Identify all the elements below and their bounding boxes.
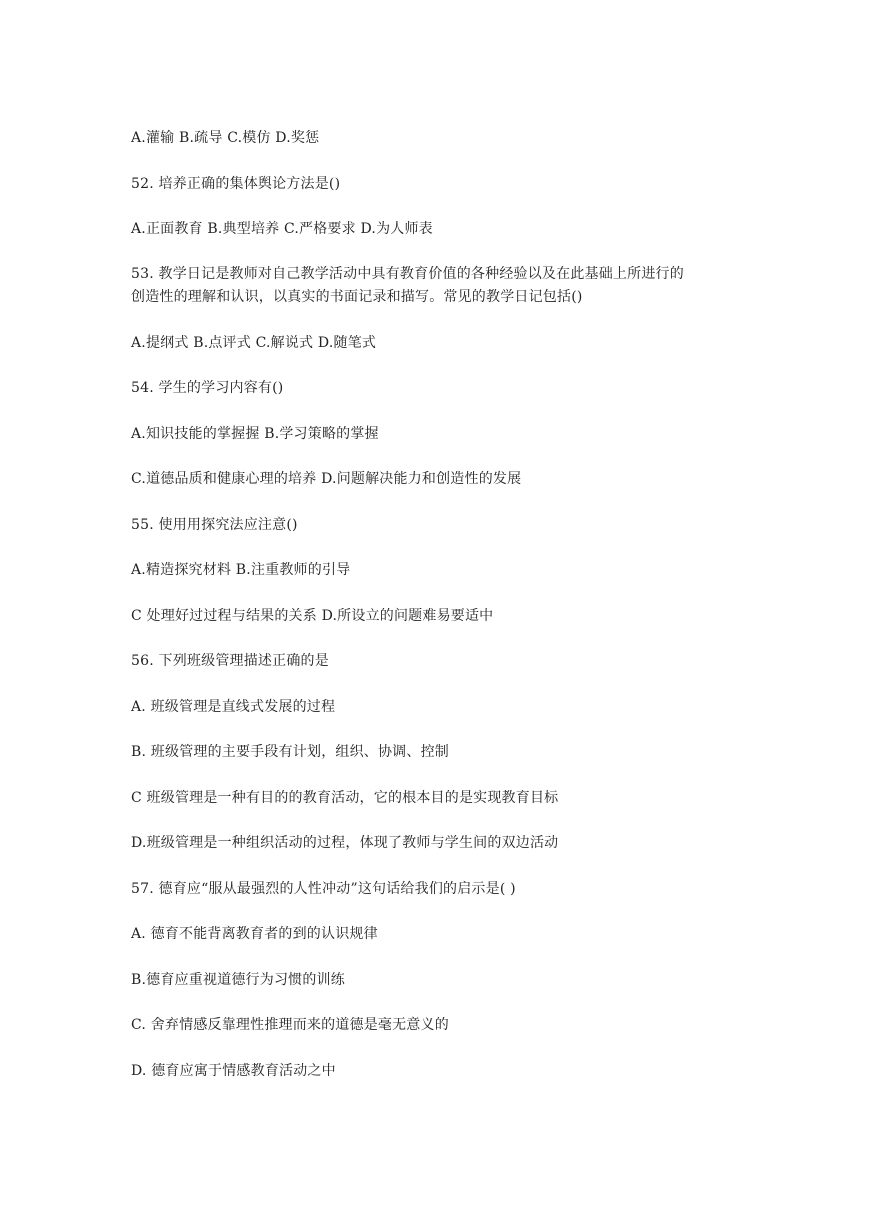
- q51-options: A.灌输 B.疏导 C.模仿 D.奖惩: [131, 130, 320, 146]
- q56-option-d: D.班级管理是一种组织活动的过程，体现了教师与学生间的双边活动: [131, 835, 559, 851]
- q57-option-a: A. 德育不能背离教育者的到的认识规律: [131, 926, 378, 942]
- q55-question: 55. 使用用探究法应注意(): [131, 517, 298, 533]
- q57-option-c: C. 舍弃情感反靠理性推理而来的道德是毫无意义的: [131, 1017, 449, 1033]
- q57-option-d: D. 德育应寓于情感教育活动之中: [131, 1063, 336, 1079]
- q56-option-a: A. 班级管理是直线式发展的过程: [131, 699, 336, 715]
- q56-option-b: B. 班级管理的主要手段有计划，组织、协调、控制: [131, 744, 449, 760]
- q55-options-cd: C 处理好过过程与结果的关系 D.所设立的问题难易要适中: [131, 608, 494, 624]
- q54-question: 54. 学生的学习内容有(): [131, 380, 284, 396]
- q52-options: A.正面教育 B.典型培养 C.严格要求 D.为人师表: [131, 221, 433, 237]
- q56-question: 56. 下列班级管理描述正确的是: [131, 653, 329, 669]
- q54-options-ab: A.知识技能的掌握握 B.学习策略的掌握: [131, 426, 379, 442]
- q56-option-c: C 班级管理是一种有目的的教育活动，它的根本目的是实现教育目标: [131, 790, 559, 806]
- q53-question-line1: 53. 教学日记是教师对自己教学活动中具有教育价值的各种经验以及在此基础上所进行的: [131, 266, 684, 282]
- q52-question: 52. 培养正确的集体舆论方法是(): [131, 176, 341, 192]
- q55-options-ab: A.精造探究材料 B.注重教师的引导: [131, 562, 351, 578]
- q57-question: 57. 德育应“服从最强烈的人性冲动”这句话给我们的启示是( ): [131, 881, 516, 897]
- q53-options: A.提纲式 B.点评式 C.解说式 D.随笔式: [131, 335, 377, 351]
- q57-option-b: B.德育应重视道德行为习惯的训练: [131, 972, 345, 988]
- q54-options-cd: C.道德品质和健康心理的培养 D.问题解决能力和创造性的发展: [131, 471, 522, 487]
- q53-question-line2: 创造性的理解和认识，以真实的书面记录和描写。常见的教学日记包括(): [131, 289, 583, 305]
